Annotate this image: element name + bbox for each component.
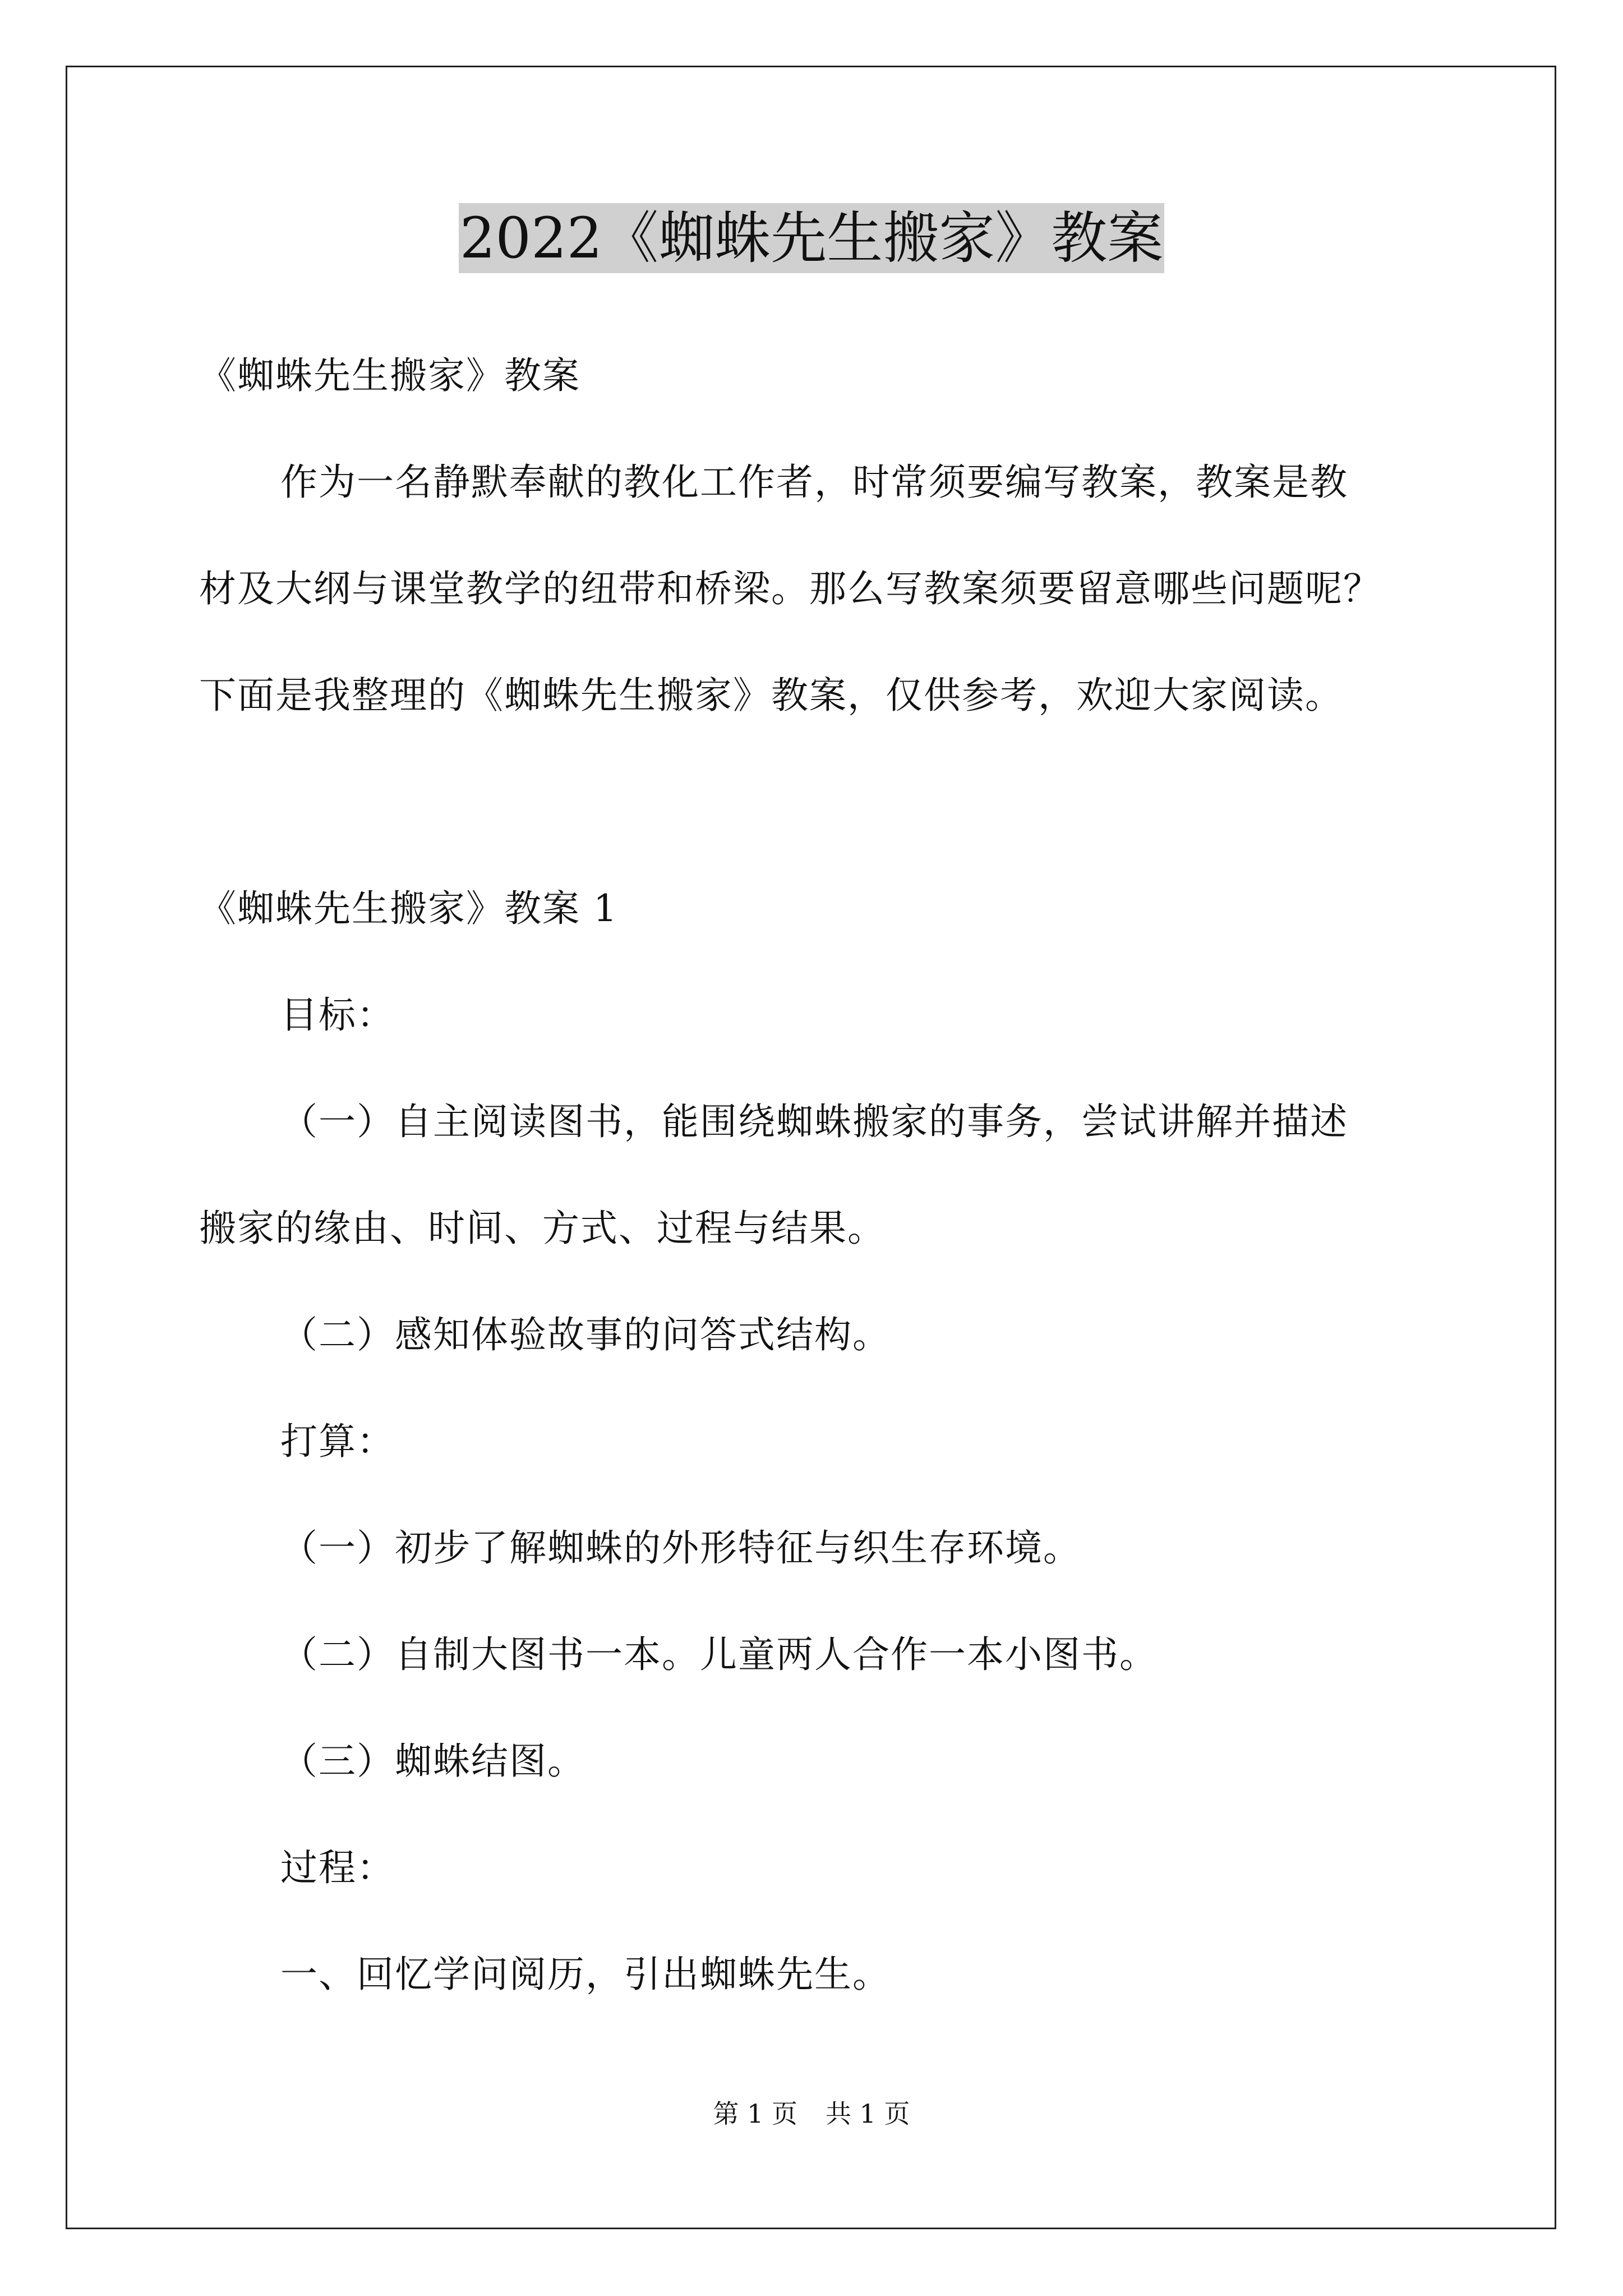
- page-footer: [0, 2097, 1623, 2131]
- subtitle: 《蜘蛛先生搬家》教案: [199, 354, 580, 397]
- process-1: 一、回忆学问阅历，引出蜘蛛先生。: [280, 1953, 891, 1996]
- document-title: [0, 202, 1623, 275]
- goal-label: 目标：: [280, 993, 395, 1037]
- process-label: 过程：: [280, 1846, 395, 1889]
- intro-line-1: 作为一名静默奉献的教化工作者，时常须要编写教案，教案是教: [280, 461, 1348, 504]
- prep-label: 打算：: [280, 1420, 395, 1463]
- prep-3: （三）蜘蛛结图。: [280, 1740, 585, 1783]
- page-number: 第 1 页: [713, 2099, 797, 2129]
- goal-1-line-2: 搬家的缘由、时间、方式、过程与结果。: [199, 1207, 886, 1250]
- prep-2: （二）自制大图书一本。儿童两人合作一本小图书。: [280, 1633, 1158, 1676]
- intro-line-2: 材及大纲与课堂教学的纽带和桥梁。那么写教案须要留意哪些问题呢？: [199, 567, 1381, 610]
- section-heading: 《蜘蛛先生搬家》教案 1: [199, 887, 618, 930]
- document-title-text: 2022《蜘蛛先生搬家》教案: [459, 203, 1165, 273]
- page-total: 共 1 页: [826, 2099, 910, 2129]
- goal-1-line-1: （一）自主阅读图书，能围绕蜘蛛搬家的事务，尝试讲解并描述: [280, 1100, 1348, 1143]
- prep-1: （一）初步了解蜘蛛的外形特征与织生存环境。: [280, 1526, 1081, 1570]
- goal-2: （二）感知体验故事的问答式结构。: [280, 1313, 891, 1356]
- intro-line-3: 下面是我整理的《蜘蛛先生搬家》教案，仅供参考，欢迎大家阅读。: [199, 674, 1343, 717]
